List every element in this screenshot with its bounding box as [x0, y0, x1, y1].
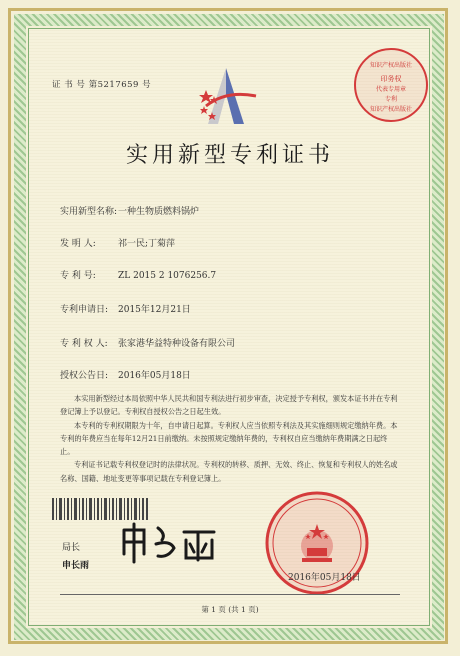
publisher-stamp [354, 48, 428, 122]
field-label: 专 利 权 人: [60, 339, 108, 349]
stamp-text: 知识产权出版社 [369, 62, 412, 69]
stamp-text: 知识产权出版社 [369, 106, 412, 113]
field-value: 2015年12月21日 [118, 305, 191, 315]
field-value: 张家港华益特种设备有限公司 [118, 339, 236, 349]
field-label: 专利申请日: [60, 305, 109, 315]
field-patent-number [60, 268, 216, 281]
field-value: 祁一民;丁菊萍 [118, 239, 176, 249]
patent-office-logo-icon [196, 66, 262, 128]
signatory-name: 申长雨 [62, 561, 90, 571]
field-value: 一种生物质燃料锅炉 [118, 207, 200, 217]
certificate-body [60, 392, 400, 485]
stamp-text: 专利 [384, 96, 397, 103]
handwritten-signature [118, 520, 238, 564]
field-label: 发 明 人: [60, 239, 96, 249]
field-patentee [60, 336, 235, 349]
body-paragraph: 专利证书记载专利权登记时的法律状况。专利权的转移、质押、无效、终止、恢复和专利权人的姓名或名称、国籍、地址变更等事项记载在专利登记簿上。 [60, 460, 398, 483]
barcode-icon [52, 498, 148, 520]
page-number: 第 1 页 (共 1 页) [201, 605, 259, 614]
stamp-text: 印务权 [380, 75, 402, 83]
field-label: 专 利 号: [60, 271, 96, 281]
body-paragraph: 本实用新型经过本局依照中华人民共和国专利法进行初步审查，决定授予专利权，颁发本证书并在专利登记簿上予以登记。专利权自授权公告之日起生效。 [60, 394, 398, 417]
footer-divider [60, 594, 400, 595]
stamp-text: 代表专用章 [375, 86, 406, 93]
certificate-title: 实用新型专利证书 [125, 143, 334, 168]
field-inventor [60, 236, 175, 249]
field-value: 2016年05月18日 [118, 371, 191, 381]
field-label: 授权公告日: [60, 371, 109, 381]
field-application-date [60, 302, 191, 315]
seal-date: 2016年05月18日 [288, 573, 361, 583]
field-label: 实用新型名称: [60, 207, 118, 217]
signatory-title: 局长 [62, 543, 81, 553]
body-paragraph: 本专利的专利权期限为十年，自申请日起算。专利权人应当依照专利法及其实施细则规定缴纳年费。本专利的年费应当在每年12月21日前缴纳。未按照规定缴纳年费的，专利权自应当缴纳年费期满之日起终止。 [60, 420, 398, 457]
field-utility-model-name [60, 204, 199, 217]
field-grant-date [60, 368, 191, 381]
certificate-number: 证 书 号 第5217659 号 [52, 80, 152, 90]
field-value: ZL 2015 2 1076256.7 [118, 271, 217, 281]
